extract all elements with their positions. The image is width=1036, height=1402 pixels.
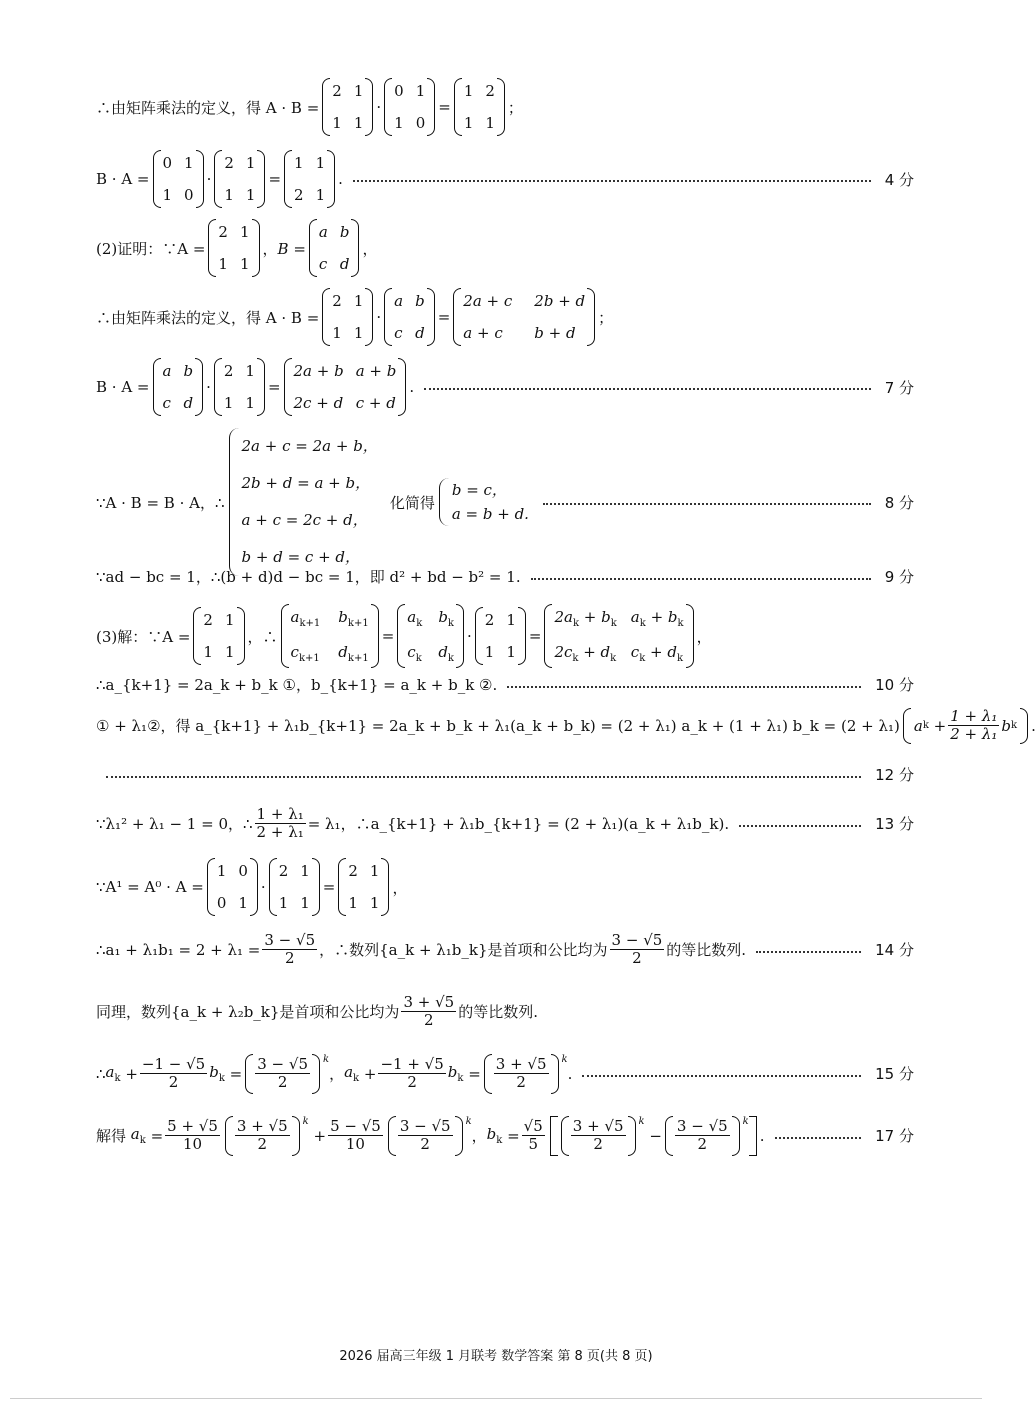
equation: b + d = c + d， <box>241 548 361 566</box>
text: ∴a_{k+1} = 2a_k + b_k ①，b_{k+1} = a_k + b_k ②. <box>96 676 498 694</box>
matrix-a: 2 1 1 1 <box>322 78 373 136</box>
matrix-a: 2 1 1 1 <box>338 858 389 916</box>
matrix-ba-general: 2a + b a + b 2c + d c + d <box>284 358 407 416</box>
dot-leader <box>543 503 871 505</box>
line-score-12 <box>106 764 914 785</box>
text: (2)证明：∵A = <box>96 239 206 258</box>
fraction: $\frac{-1 - √5}{2}$ <box>141 1055 206 1092</box>
matrix-a: 2 1 1 1 <box>214 150 265 208</box>
dot-leader <box>582 1075 861 1077</box>
score-label: 17 分 <box>875 1127 914 1146</box>
line-solution: 解得 $a_k$ = $\frac{5 + √5}{10}$ $\frac{3 + √5}{2}$ $^k$ + $\frac{5 - √5}{10}$ $\frac{3 - √5}{2}$ $^k$ ， $b_k$ = $\frac{√5}{5}$ $\frac{3 + √5}{2}$ $^k$ − $\frac{3 - √5}{2}$ $^k$ . 17 分 <box>96 1116 914 1156</box>
dot-leader <box>739 825 861 827</box>
bracket-group: $\frac{3 + √5}{2}$ $^k$ − $\frac{3 - √5}{2}$ $^k$ <box>550 1116 757 1156</box>
page-footer: 2026 届高三年级 1 月联考 数学答案 第 8 页(共 8 页) <box>339 1349 653 1364</box>
score-label: 15 分 <box>875 1065 914 1084</box>
line-combination: ① + λ₁②，得 a_{k+1} + λ₁b_{k+1} = 2a_k + b_k + λ₁(a_k + b_k) = (2 + λ₁) a_k + (1 + λ₁) b_k = (2 + λ₁) a k + $\frac{\text{1 + λ₁}}{\text{2 + λ₁}}$ b k . <box>96 707 1036 744</box>
paren-group: $\frac{3 - √5}{2}$ <box>388 1116 463 1156</box>
score-label: 8 分 <box>884 493 914 512</box>
text: ，∴数列{a_k + λ₁b_k}是首项和公比均为 <box>319 941 608 960</box>
text: ∴ <box>96 1064 106 1083</box>
equation: 2a + c = 2a + b， <box>241 437 378 455</box>
fraction: $\frac{5 - √5}{10}$ <box>330 1117 381 1154</box>
fraction: $\frac{3 - √5}{2}$ <box>264 931 316 968</box>
line-ab-general: ∴由矩阵乘法的定义，得 A · B = 2 1 1 1 · a b c d = 2a + c 2b + d a + c b + d ； <box>96 288 914 346</box>
text: 同理，数列{a_k + λ₂b_k}是首项和公比均为 <box>96 1003 400 1022</box>
score-label: 14 分 <box>875 941 914 960</box>
fraction: $\frac{5 + √5}{10}$ <box>167 1117 218 1154</box>
matrix-k: $a_k$ $b_k$ $c_k$ $d_k$ <box>397 604 464 668</box>
line-proof-start: (2)证明：∵A = 2 1 1 1 ，B = a b c d ， <box>96 219 914 277</box>
equation-system <box>229 428 378 576</box>
text: ∵ad − bc = 1，∴(b + d)d − bc = 1，即 d² + bd − b² = 1. <box>96 568 521 586</box>
text: 解得 <box>96 1127 127 1146</box>
line-sequence-2 <box>96 994 914 1030</box>
matrix-a: 2 1 1 1 <box>208 219 259 277</box>
line-lambda <box>96 806 914 842</box>
score-label: 9 分 <box>884 568 914 586</box>
fraction: $\frac{3 + √5}{2}$ <box>403 993 455 1030</box>
line-part3: (3)解：∵A = 2 1 1 1 ，∴ $a_{k+1}$ $b_{k+1}$ $c_{k+1}$ $d_{k+1}$ = $a_k$ $b_k$ $c_k$ $d_k$ · 2 1 1 1 = $2a_k + b_k$ $a_k + b_k$ $2c_k + d_k$ $c_k + d_k$ ， <box>96 604 914 668</box>
dot-leader <box>106 776 861 778</box>
text: (3)解：∵A = <box>96 627 191 646</box>
text: 的等比数列. <box>458 1003 538 1022</box>
text: ∵A · B = B · A，∴ <box>96 493 225 512</box>
text: 化简得 <box>389 493 435 512</box>
matrix-a: 2 1 1 1 <box>269 858 320 916</box>
dot-leader <box>424 388 871 390</box>
text: B · A = <box>96 170 150 188</box>
matrix-a: 2 1 1 1 <box>214 358 265 416</box>
matrix-k-plus-1: $a_{k+1}$ $b_{k+1}$ $c_{k+1}$ $d_{k+1}$ <box>281 604 379 668</box>
text: ∴a₁ + λ₁b₁ = 2 + λ₁ = <box>96 940 261 959</box>
text: ∵A¹ = A⁰ · A = <box>96 878 204 896</box>
text: 的等比数列. <box>666 941 747 960</box>
matrix-a: 2 1 1 1 <box>322 288 373 346</box>
dot-leader <box>507 686 861 688</box>
score-label: 13 分 <box>875 815 914 834</box>
matrix-ab: 1 2 1 1 <box>454 78 505 136</box>
fraction: $\frac{3 - √5}{2}$ <box>611 931 663 968</box>
bottom-rule <box>10 1398 982 1399</box>
dot-leader <box>353 180 871 182</box>
matrix-b: 0 1 1 0 <box>384 78 435 136</box>
text: ∴由矩阵乘法的定义，得 A · B = <box>96 308 320 327</box>
line-equation-system <box>96 428 914 576</box>
matrix-a: 2 1 1 1 <box>193 607 244 665</box>
line-power-form: ∴ $a_k$ + $\frac{-1 - √5}{2}$ $b_k$ = $\frac{3 - √5}{2}$ $^k$ ， $a_k$ + $\frac{-1 + √5}{2}$ $b_k$ = $\frac{3 + √5}{2}$ $^k$ . 15 分 <box>96 1054 914 1094</box>
text: ∵λ₁² + λ₁ − 1 = 0，∴ <box>96 815 253 834</box>
paren-group: $\frac{3 + √5}{2}$ <box>225 1116 300 1156</box>
equation: 2b + d = a + b， <box>241 474 371 492</box>
fraction: $\frac{\text{1 + λ₁}}{\text{2 + λ₁}}$ <box>256 805 304 842</box>
line-a1: ∵A¹ = A⁰ · A = 1 0 0 1 · 2 1 1 1 = 2 1 1 1 ， <box>96 858 914 916</box>
matrix-b-general: a b c d <box>309 219 360 277</box>
equation: a + c = 2c + d， <box>241 511 368 529</box>
dot-leader <box>531 578 871 580</box>
matrix-b-general: a b c d <box>153 358 204 416</box>
matrix-identity: 1 0 0 1 <box>207 858 258 916</box>
line-ba-general: B · A = a b c d · 2 1 1 1 = 2a + b a + b 2c + d c + d . 7 分 <box>96 358 914 416</box>
score-label: 10 分 <box>875 676 914 694</box>
paren-group: $\frac{3 - √5}{2}$ <box>245 1054 320 1094</box>
dot-leader <box>775 1137 862 1139</box>
line-ab-product: ∴由矩阵乘法的定义，得 A · B = 2 1 1 1 · 0 1 1 0 = 1 2 1 1 ； <box>96 78 914 136</box>
score-label: 4 分 <box>884 170 914 189</box>
line-determinant <box>96 566 914 587</box>
matrix-product-k: $2a_k + b_k$ $a_k + b_k$ $2c_k + d_k$ $c_k + d_k$ <box>544 604 693 668</box>
equation: b = c， <box>451 481 507 499</box>
score-label: 12 分 <box>875 766 914 784</box>
text: = λ₁，∴a_{k+1} + λ₁b_{k+1} = (2 + λ₁)(a_k + λ₁b_k). <box>307 815 730 834</box>
matrix-ba: 1 1 2 1 <box>284 150 335 208</box>
fraction: $\frac{-1 + √5}{2}$ <box>380 1055 444 1092</box>
text: ∴由矩阵乘法的定义，得 A · B = <box>96 98 320 117</box>
paren-group: a k + $\frac{\text{1 + λ₁}}{\text{2 + λ₁}}$ b k <box>903 708 1028 744</box>
simplified-system <box>439 478 529 526</box>
fraction: $\frac{√5}{5}$ <box>523 1117 543 1154</box>
line-sequence-1 <box>96 932 914 968</box>
matrix-a: 2 1 1 1 <box>475 607 526 665</box>
equation: a = b + d. <box>451 505 529 523</box>
matrix-b-general: a b c d <box>384 288 435 346</box>
text: B · A = <box>96 378 150 396</box>
dot-leader <box>756 951 861 953</box>
line-ba-product: B · A = 0 1 1 0 · 2 1 1 1 = 1 1 2 1 . 4 分 <box>96 150 914 208</box>
matrix-b: 0 1 1 0 <box>153 150 204 208</box>
line-recurrence <box>96 674 914 695</box>
score-label: 7 分 <box>884 378 914 397</box>
paren-group: $\frac{3 + √5}{2}$ <box>484 1054 559 1094</box>
text: ① + λ₁②，得 a_{k+1} + λ₁b_{k+1} = 2a_k + b_k + λ₁(a_k + b_k) = (2 + λ₁) a_k + (1 + λ₁) b_k = (2 + λ₁) <box>96 717 900 736</box>
matrix-ab-general: 2a + c 2b + d a + c b + d <box>453 288 595 346</box>
